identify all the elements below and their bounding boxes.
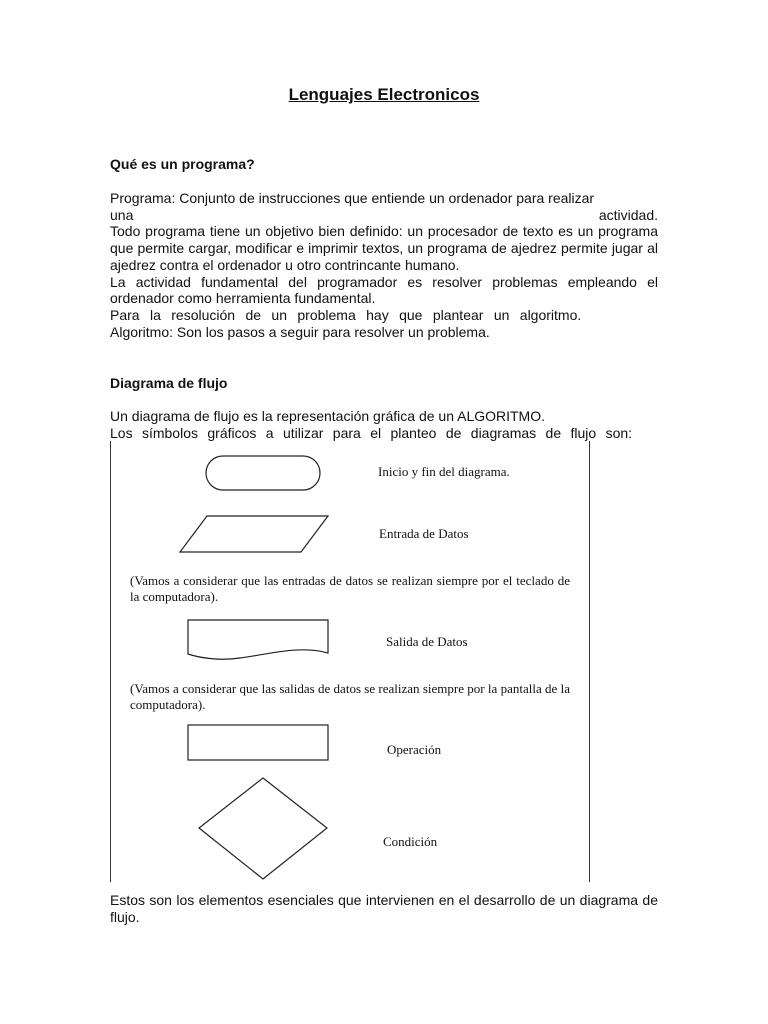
- section-heading-programa: Qué es un programa?: [110, 156, 255, 172]
- definition-word-actividad: actividad.: [598, 206, 658, 223]
- paragraph-objetivo: Todo programa tiene un objetivo bien definido: un procesador de texto es un programa que permite cargar, modificar e imprimir textos, un programa de ajedrez permite jugar al ajedrez contra el ordenador u otro contrincante humano.: [110, 223, 658, 273]
- page-title: Lenguajes Electronicos: [288, 85, 480, 104]
- section-heading-diagrama: Diagrama de flujo: [110, 375, 228, 391]
- closing-paragraph: Estos son los elementos esenciales que intervienen en el desarrollo de un diagrama de flujo.: [110, 892, 658, 925]
- definition-word-una: una: [110, 206, 134, 223]
- label-input: Entrada de Datos: [379, 526, 469, 541]
- input-parallelogram-symbol: [180, 516, 328, 552]
- paragraph-algoritmo: Algoritmo: Son los pasos a seguir para resolver un problema.: [110, 323, 490, 340]
- operation-rectangle-symbol: [188, 725, 328, 760]
- diagrama-definition: Un diagrama de flujo es la representación gráfica de un ALGORITMO.: [110, 408, 545, 424]
- diagrama-symbols-intro: Los símbolos gráficos a utilizar para el planteo de diagramas de flujo son:: [110, 424, 633, 441]
- label-output: Salida de Datos: [386, 634, 468, 649]
- terminal-symbol: [206, 456, 320, 490]
- label-operation: Operación: [387, 742, 442, 757]
- label-start-end: Inicio y fin del diagrama.: [378, 464, 510, 479]
- paragraph-programador: La actividad fundamental del programador es resolver problemas empleando el ordenador como herramienta fundamental.: [110, 273, 658, 307]
- note-output: (Vamos a considerar que las salidas de datos se realizan siempre por la pantalla de la computadora).: [130, 681, 570, 712]
- condition-diamond-symbol: [199, 778, 327, 879]
- definition-line-1: Programa: Conjunto de instrucciones que entiende un ordenador para realizar: [110, 190, 595, 206]
- output-document-symbol: [188, 620, 328, 659]
- label-condition: Condición: [383, 834, 438, 849]
- paragraph-resolucion-text: Para la resolución de un problema hay que plantear un algoritmo.: [110, 306, 582, 323]
- note-input: (Vamos a considerar que las entradas de datos se realizan siempre por el teclado de la computadora).: [130, 573, 570, 604]
